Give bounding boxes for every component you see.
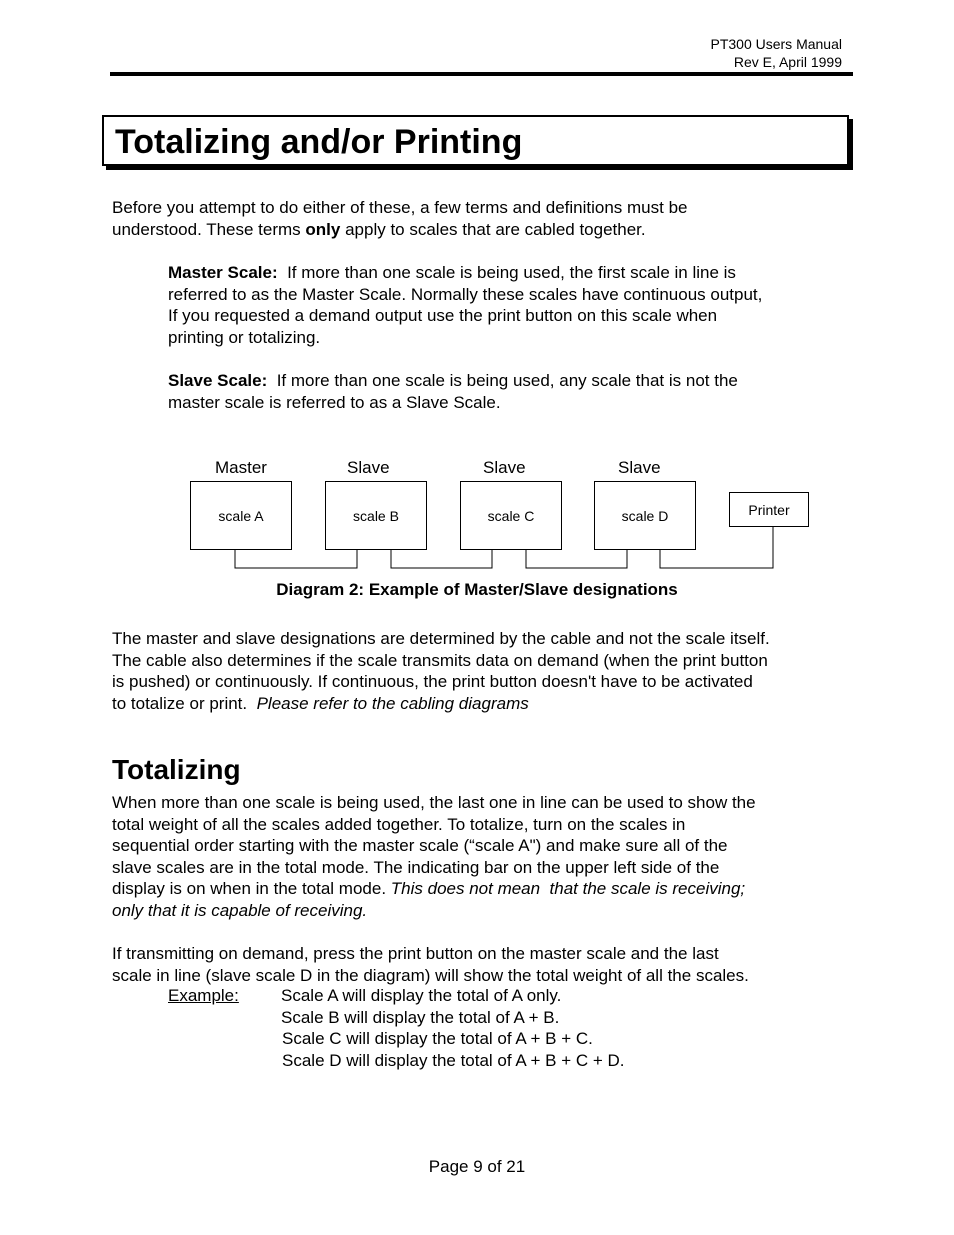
- example-line-1: Scale A will display the total of A only.: [281, 986, 562, 1005]
- section-heading-totalizing: Totalizing: [112, 754, 241, 785]
- cable-a-b: [235, 549, 357, 568]
- role-label-slave-3: Slave: [618, 458, 661, 477]
- page-number: Page 9 of 21: [428, 1157, 526, 1176]
- intro-line-2-start: understood. These terms: [112, 219, 306, 239]
- slave-def-line-2: master scale is referred to as a Slave Scale.: [168, 392, 501, 412]
- master-def-line-4: printing or totalizing.: [168, 327, 321, 347]
- revision-label: Rev E, April 1999: [733, 54, 842, 70]
- master-term: Master Scale:: [168, 263, 278, 282]
- cable-c-d: [526, 549, 627, 568]
- slave-def-text-1: If more than one scale is being used, any scale that is not the: [267, 371, 738, 390]
- scale-d-label: scale D: [621, 507, 669, 524]
- totalizing-line-5-plain: display is on when in the total mode.: [112, 879, 391, 899]
- totalizing-line-5-italic: This does not mean that the scale is receiving;: [390, 879, 746, 899]
- designation-line-3: is pushed) or continuously. If continuous, the print button doesn't have to be activated: [112, 672, 753, 692]
- master-def-text-1: If more than one scale is being used, the first scale in line is: [277, 263, 736, 282]
- demand-paragraph: [112, 943, 852, 986]
- example-line-4: Scale D will display the total of A + B + C + D.: [282, 1051, 625, 1070]
- totalizing-line-1: When more than one scale is being used, the last one in line can be used to show the: [112, 793, 756, 812]
- demand-line-2: scale in line (slave scale D in the diagram) will show the total weight of all the scales.: [112, 965, 749, 985]
- cable-lines: [0, 0, 954, 600]
- master-def-line-2: referred to as the Master Scale. Normally these scales have continuous output,: [168, 284, 763, 304]
- manual-title: PT300 Users Manual: [710, 36, 842, 52]
- totalizing-line-4: slave scales are in the total mode. The indicating bar on the upper left side of the: [112, 857, 720, 877]
- scale-b-label: scale B: [353, 507, 399, 524]
- role-label-slave-2: Slave: [483, 458, 526, 477]
- intro-line-1: Before you attempt to do either of these, a few terms and definitions must be: [112, 198, 688, 217]
- cable-d-printer: [660, 527, 773, 568]
- page-title: Totalizing and/or Printing: [115, 123, 523, 161]
- intro-bold-only: only: [305, 219, 341, 239]
- example-line-3: Scale C will display the total of A + B + C.: [282, 1029, 593, 1048]
- totalizing-line-2: total weight of all the scales added together. To totalize, turn on the scales in: [112, 814, 686, 834]
- cabling-reference: Please refer to the cabling diagrams: [256, 693, 529, 713]
- role-label-slave-1: Slave: [347, 458, 390, 477]
- diagram-caption: Diagram 2: Example of Master/Slave designations: [276, 580, 678, 599]
- slave-term: Slave Scale:: [168, 371, 268, 390]
- scale-c-label: scale C: [487, 507, 535, 524]
- totalizing-paragraph: [112, 792, 852, 922]
- designation-line-4-plain: to totalize or print.: [112, 693, 257, 713]
- designation-line-1: The master and slave designations are determined by the cable and not the scale itself.: [112, 629, 770, 648]
- designation-paragraph: [112, 628, 852, 714]
- master-def-line-3: If you requested a demand output use the print button on this scale when: [168, 306, 718, 326]
- example-label: Example:: [168, 986, 239, 1005]
- demand-line-1: If transmitting on demand, press the print button on the master scale and the last: [112, 944, 719, 963]
- totalizing-line-6-italic: only that it is capable of receiving.: [112, 900, 368, 920]
- cable-b-c: [391, 549, 492, 568]
- totalizing-line-5: [112, 878, 852, 900]
- intro-line-2-end: apply to scales that are cabled together.: [340, 219, 646, 239]
- totalizing-line-3: sequential order starting with the master scale (“scale A") and make sure all of the: [112, 836, 728, 856]
- designation-line-2: The cable also determines if the scale transmits data on demand (when the print button: [112, 650, 768, 670]
- role-label-master: Master: [215, 458, 267, 477]
- scale-a-label: scale A: [218, 507, 264, 524]
- printer-label: Printer: [748, 501, 790, 518]
- totalizing-line-6: [112, 900, 852, 922]
- example-line-2: Scale B will display the total of A + B.: [281, 1008, 560, 1027]
- designation-line-4: [112, 693, 852, 715]
